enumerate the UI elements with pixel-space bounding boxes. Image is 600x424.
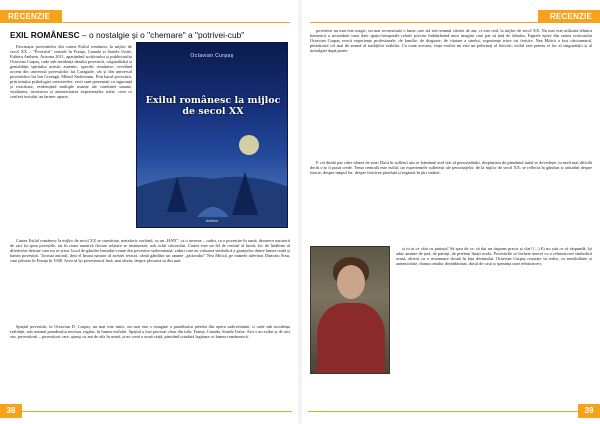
footer-rule: [22, 411, 292, 412]
top-paragraph: povestirii nu mai este magic, nu mai reconstituie o lume care stă sub semnul vârstei de aur, ci este real, la mijloc de secol XX. Nu mai este utilizată tehnica homerică a secundarii unor date spațio-temporale relativ precise îmbătrânind unor imagini care par să țină de fabulos. Faptele epice din cartea scriitorului Octavian Curpaș evocă experiențe profesionale, de familie, de dragoste, de căutare a sinelui, experiențe triste ori fericite. Nea Mitică a fost cârciumarul, păstrătorul cel mai de seamă al tradițiilor exilului. Cu toate acestea, viața eroilor nu este un pelerinaj al fericirii: exilul este pentru ei loc al singurătății și al nostalgiei după patrie.: [310, 28, 592, 54]
photo-figure-head: [337, 265, 365, 299]
section-label: RECENZIE: [538, 10, 600, 23]
book-cover-author: Octavian Curpaș: [190, 53, 234, 59]
author-photo: [310, 246, 390, 374]
side-paragraph: și tu ai ce câta cu putința? Să spui de ce, să dai un răspuns precis și clar! (...) Ei nu știu ce să răspundă, își aduc aminte de țară, de părinți, de prieteni lăsați acolo. Povestirile se încheie uneori cu o reîntoarcere simbolică acasă, alteori cu o resemnare tăcută în fața destinului. Octavian Curpaș reușește să redea, cu sensibilitate și autenticitate, drama omului dezrădăcinat, dorul de casă și speranța unei reîntoarceri.: [396, 246, 592, 267]
middle-column: [310, 160, 592, 242]
intro-paragraph: Fascinația povestitelor din cartea Exilul românesc la mijloc de secol XX – "Povestiri" vernale în Franța, Canada și Statele Unite, Editura Anthem, Arizona 2011, aparținând scriitorului și publicistului Octavian Curpaș, cade sub incidența darului povestirii, originalității și genialității spiritului artistic autentic, specific românesc, revelând accent din universul povestirilor lui Caragiale, cât și din universul povestirilor lui Ion Creangă, Mihail Sadoveanu. Prin harul povestirii, prin intuiția psihologiei caracterelor, eroii sunt prezentați cu siguranță și exactitate, evidențiind multiple nuanțe ale conduitei umane, vitalitatea, istorisirea și autenticitatea experiențelor trăite, ceea ce conferă textului un farmec aparte.: [10, 44, 132, 100]
book-cover-illustration: [137, 117, 288, 227]
side-column: [396, 246, 592, 400]
body-column: [10, 324, 290, 400]
left-page: [0, 0, 298, 424]
header-rule: [0, 22, 290, 23]
intro-column: [10, 44, 132, 236]
page-number: 39: [578, 404, 600, 418]
page-number: 38: [0, 404, 22, 418]
book-cover: [136, 42, 288, 228]
body-paragraph: Spațiul povestirii, la Octavian D. Curpaș, nu mai este mitic, nu mai este o imagine a paradisului pierdut din opera sadoveniană, ci cade sub incidența realității, sub semnul paradisului necesar, regăsit, în lumea exilului. Spațiul a fost precizat chiar din titlu: Franța, Canada, Statele Unite. Aici s-au exilat și de aici vin, povestitorii – povestitori care, ajunși cu ani de zile în urmă, și-au creat o nouă viață, păstrând totodată legătura cu lumea românească.: [10, 324, 290, 340]
top-column: [310, 28, 592, 158]
book-cover-publisher: Anthem: [205, 219, 219, 223]
right-page: [302, 0, 600, 424]
middle-paragraph: E cel dintâi pas către afarea de sine; Dacă în sufletul său se frământă acel sfat al personalității, despărțirea de pământul natal se dovedește cu mult mai dificilă decât s-ar fi putut crede. Tema centrală este exilul, iar experiențele sufletești ale personajelor, de la mijloc de secol XX, se reflectă în gânduri și atitudini despre istorie, despre timpul lor, despre fericirea pierdută și regăsită în țări străine.: [310, 160, 592, 176]
footer-rule: [308, 411, 578, 412]
section-label: RECENZIE: [0, 10, 62, 23]
photo-figure-body: [317, 303, 385, 374]
book-cover-title: Exilul românesc la mijloc de secol XX: [145, 95, 281, 117]
article-title-main: EXIL ROMÂNESC: [10, 30, 80, 40]
caption-paragraph: Cartea Exilul românesc la mijloc de secol XX se constituie, metaforic vorbind, ca un „HAN”, ca o taverne – cadru, ca o povestire în ramă, deoarece naratorii de aici își spun poveștile, iar în rama narativă fiecare relatare se insinuează, sub ochii cititorului. Cartea este un fel de centrul al lumii, loc de întâlnire al diferitelor destine care nu se știau: locul de gândire hamulut-cetate din povestire sadoveniană, ziduri care au valoarea simbolică a granițelor dintre lumea reală și lumea povestirii. Tocmai autorul, deși el însuși narator al acestei texturi, cântă gânditor un anume „pictorului” Nea Mitică, pe numele adevărat Dumitru Sinu, care plecase în Franța în 1948. Avea să își povestească însă, mai târziu, despre plecarea sa din țară.: [10, 238, 290, 264]
header-rule: [310, 22, 600, 23]
caption-column: [10, 238, 290, 322]
article-title-sub: – o nostalgie și o "chemare" a "potrivei-cub": [79, 30, 245, 40]
article-title: [10, 30, 290, 40]
